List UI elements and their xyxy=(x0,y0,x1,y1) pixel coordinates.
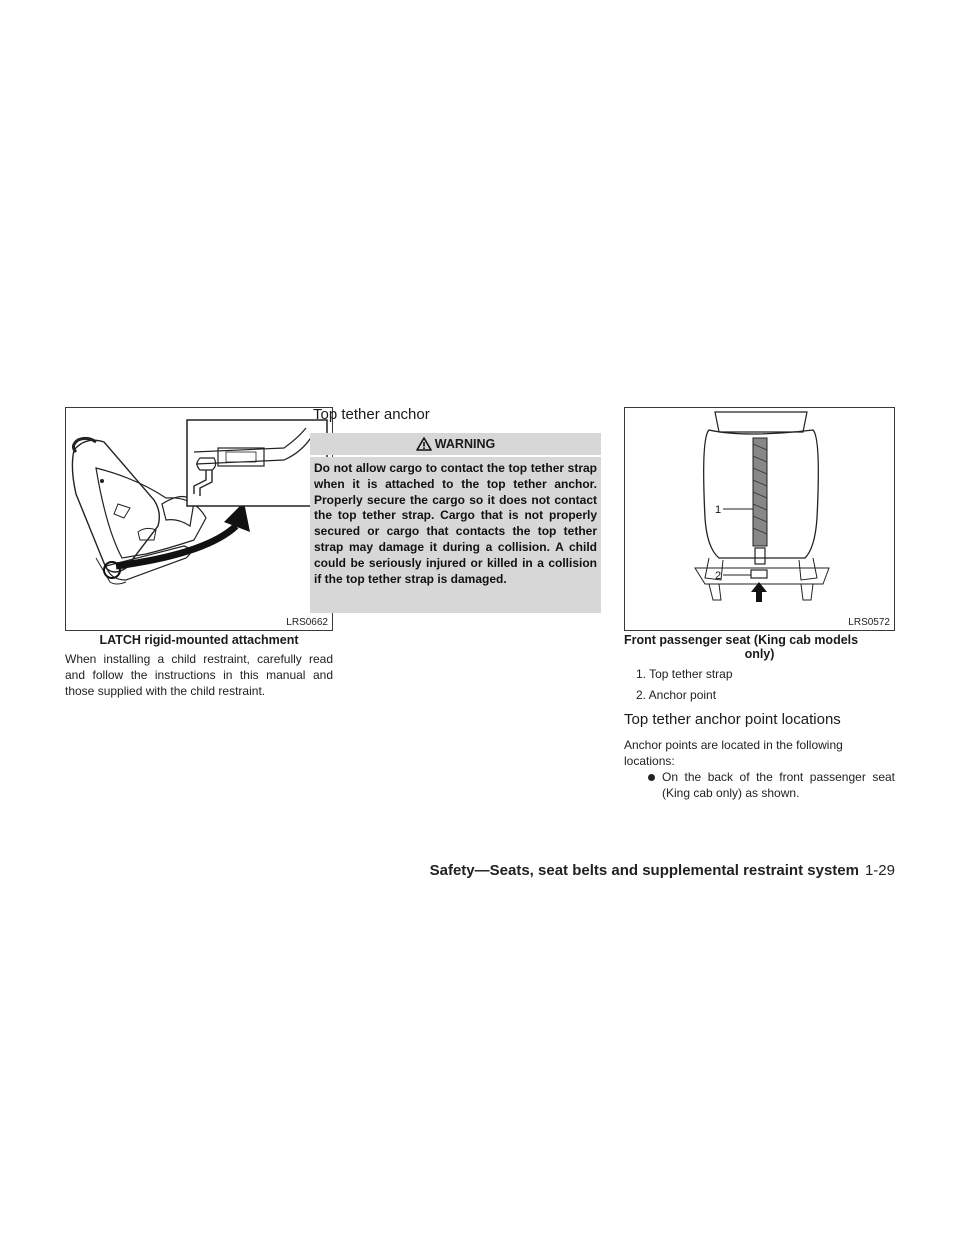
figure-code: LRS0662 xyxy=(286,617,328,628)
anchor-location-bullet: On the back of the front passenger seat (King cab only) as shown. xyxy=(662,770,895,800)
warning-text: Do not allow cargo to contact the top tether strap when it is attached to the top tether anchor. Properly secure the cargo so it does not contact the top tether strap. Cargo that is not properly secured or cargo that contacts the top tether strap may damage it during a collision. A child could be seriously injured or killed in a collision if the top tether strap is damaged. xyxy=(310,457,601,613)
callout-2: 2 xyxy=(715,570,722,582)
warning-label: WARNING xyxy=(434,437,496,451)
section-heading-anchor-locations: Top tether anchor point locations xyxy=(624,711,841,728)
warning-header xyxy=(310,433,601,455)
section-heading-top-tether: Top tether anchor xyxy=(313,406,430,423)
page-footer xyxy=(420,862,895,879)
callout-1: 1 xyxy=(715,504,722,516)
warning-triangle-icon xyxy=(416,437,432,451)
figure-caption-line2: only) xyxy=(744,647,775,661)
legend-item-anchor: 2. Anchor point xyxy=(636,688,717,702)
latch-figure xyxy=(65,407,333,631)
legend-item-strap: 1. Top tether strap xyxy=(636,667,733,681)
figure-code: LRS0572 xyxy=(848,617,890,628)
bullet-icon xyxy=(648,774,655,781)
figure-caption-line1: Front passenger seat (King cab models xyxy=(624,633,859,647)
footer-section-title: Safety—Seats, seat belts and supplemental restraint system xyxy=(429,862,859,879)
intro-paragraph: When installing a child restraint, carefully read and follow the instructions in this manual and those supplied with the child restraint. xyxy=(65,652,333,698)
page-number: 1-29 xyxy=(864,862,895,879)
figure-caption: LATCH rigid-mounted attachment xyxy=(99,633,299,647)
latch-seat-illustration xyxy=(66,408,334,632)
seat-back-illustration xyxy=(625,408,896,632)
passenger-seat-figure xyxy=(624,407,895,631)
anchor-locations-intro: Anchor points are located in the following locations: xyxy=(624,738,843,768)
